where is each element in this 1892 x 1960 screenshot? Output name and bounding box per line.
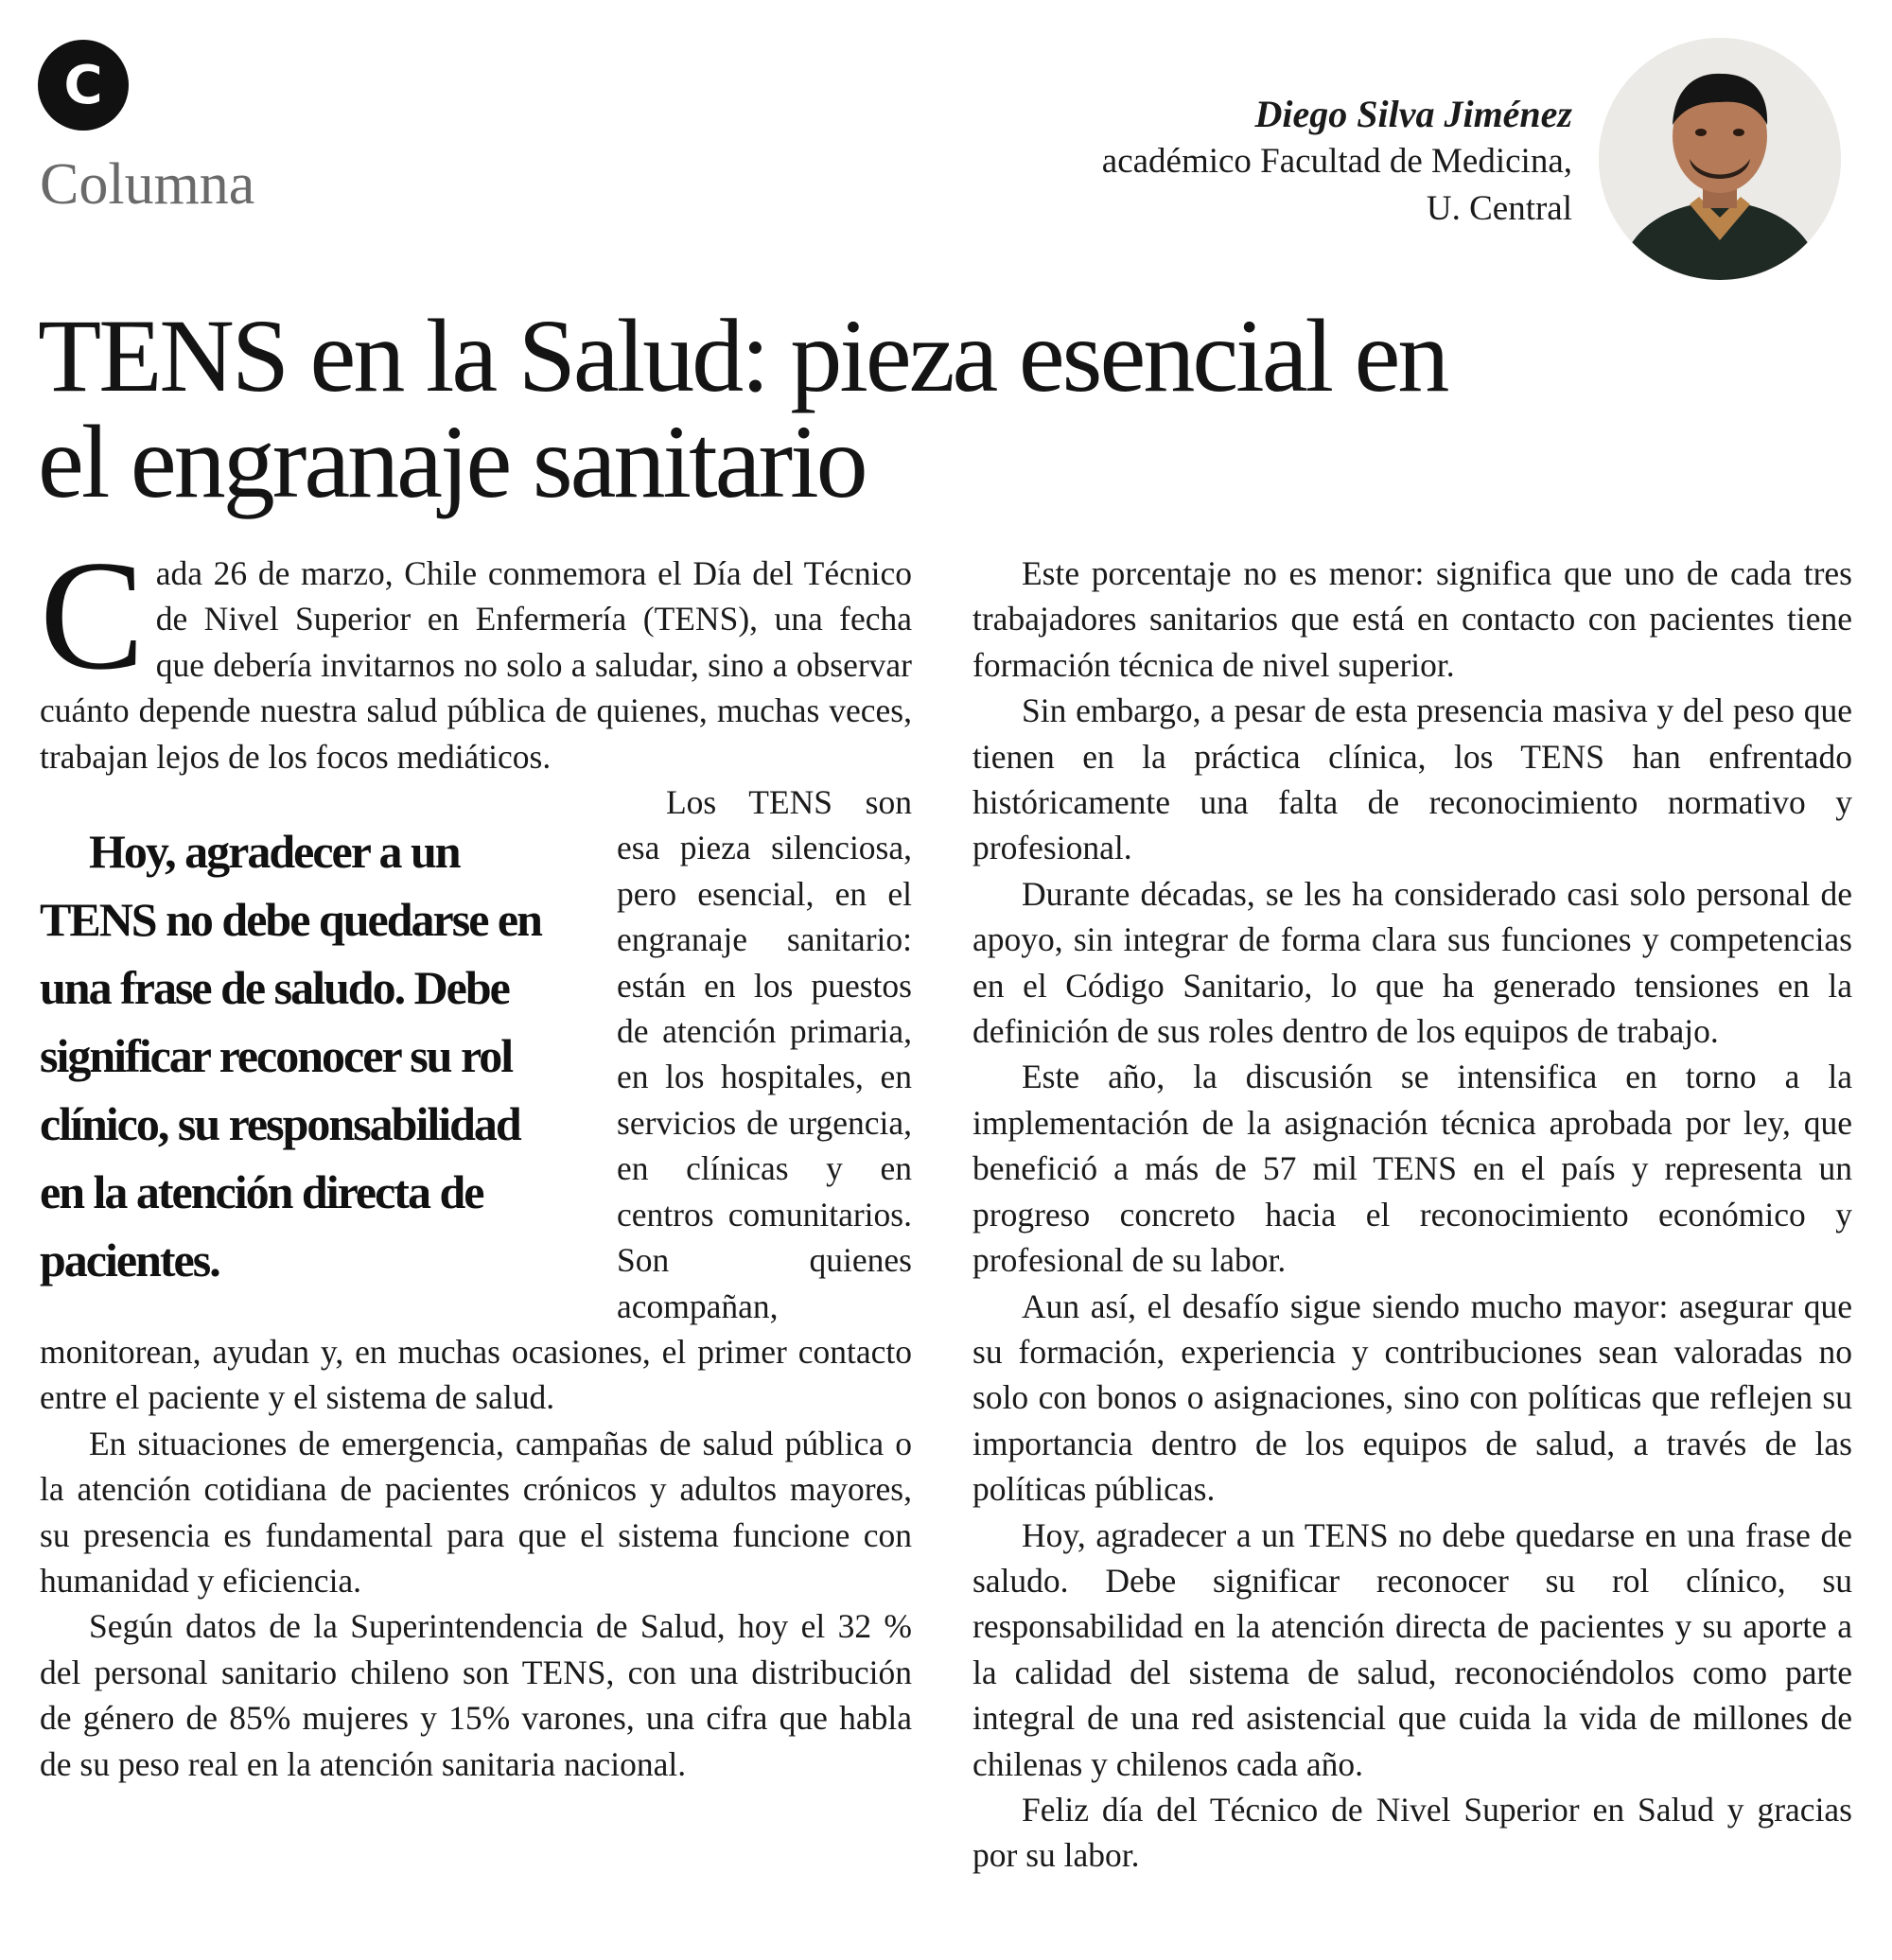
- article-column-right: [972, 551, 1852, 1879]
- paragraph-3: En situaciones de emergencia, campañas de salud pública o la atención cotidiana de pacientes crónicos y adultos mayores, su presencia es fundamental para que el sistema funcione con humanidad y eficiencia.: [40, 1424, 912, 1600]
- paragraph-4: Según datos de la Superintendencia de Salud, hoy el 32 % del personal sanitario chileno son TENS, con una distribución de género de 85% mujeres y 15% varones, una cifra que habla de su peso real en la atención sanitaria nacional.: [40, 1607, 912, 1783]
- author-affiliation: U. Central: [1426, 189, 1572, 228]
- section-label: Columna: [40, 152, 255, 217]
- paragraph-2-text: Los TENS son esa pieza silenciosa, pero esencial, en el engranaje sanitario: están en los puestos de atención primaria, en los hospitales, en servicios de urgencia, en clínicas y en centros comunitarios. Son quienes acompañan, monitorean, ayudan y, en muchas ocasiones, el primer contacto entre el paciente y el sistema de salud.: [40, 783, 912, 1417]
- pull-quote: Hoy, agradecer a un TENS no debe quedarse en una frase de saludo. Debe significar reconocer su rol clínico, su responsabilidad en la atención directa de pacientes.: [40, 825, 541, 1287]
- paragraph-8: Este año, la discusión se intensifica en torno a la implementación de la asignación técnica aprobada por ley, que benefició a más de 57 mil TENS en el país y representa un progreso concreto hacia el reconocimiento económico y profesional de su labor.: [972, 1058, 1852, 1280]
- paragraph-2: [40, 779, 912, 1421]
- author-name: Diego Silva Jiménez: [1254, 93, 1572, 135]
- paragraph-10: Hoy, agradecer a un TENS no debe quedarse en una frase de saludo. Debe significar reconocer su rol clínico, su responsabilidad en la atención directa de pacientes y su aporte a la calidad del sistema de salud, reconociéndolos como parte integral de una red asistencial que cuida la vida de millones de chilenas y chilenos cada año.: [972, 1515, 1852, 1783]
- paragraph-1-text: ada 26 de marzo, Chile conmemora el Día del Técnico de Nivel Superior en Enfermería (TENS), una fecha que debería invitarnos no solo a saludar, sino a observar cuánto depende nuestra salud pública de quienes, muchas veces, trabajan lejos de los focos mediáticos.: [40, 554, 912, 776]
- paragraph-6: Sin embargo, a pesar de esta presencia masiva y del peso que tienen en la práctica clínica, los TENS han enfrentado históricamente una falta de reconocimiento normativo y profesional.: [972, 691, 1852, 867]
- author-portrait-icon: [1599, 38, 1841, 280]
- paragraph-5: Este porcentaje no es menor: significa que uno de cada tres trabajadores sanitarios que está en contacto con pacientes tiene formación técnica de nivel superior.: [972, 554, 1852, 684]
- paragraph-1: [40, 528, 912, 779]
- byline: [1102, 91, 1572, 233]
- author-photo: [1599, 38, 1841, 280]
- article-column-left: [40, 528, 912, 1787]
- section-badge: C: [38, 40, 129, 131]
- paragraph-11: Feliz día del Técnico de Nivel Superior en Salud y gracias por su labor.: [972, 1790, 1852, 1875]
- author-role: académico Facultad de Medicina,: [1101, 142, 1572, 181]
- article-headline: TENS en la Salud: pieza esencial en el engranaje sanitario: [38, 298, 1447, 519]
- paragraph-7: Durante décadas, se les ha considerado casi solo personal de apoyo, sin integrar de forma clara sus funciones y competencias en el Código Sanitario, lo que ha generado tensiones en la definición de sus roles dentro de los equipos de trabajo.: [972, 874, 1852, 1051]
- paragraph-9: Aun así, el desafío sigue siendo mucho mayor: asegurar que su formación, experiencia y contribuciones sean valoradas no solo con bonos o asignaciones, sino con políticas que reflejen su importancia dentro de los equipos de salud, a través de las políticas públicas.: [972, 1286, 1852, 1509]
- drop-cap: C: [40, 528, 145, 702]
